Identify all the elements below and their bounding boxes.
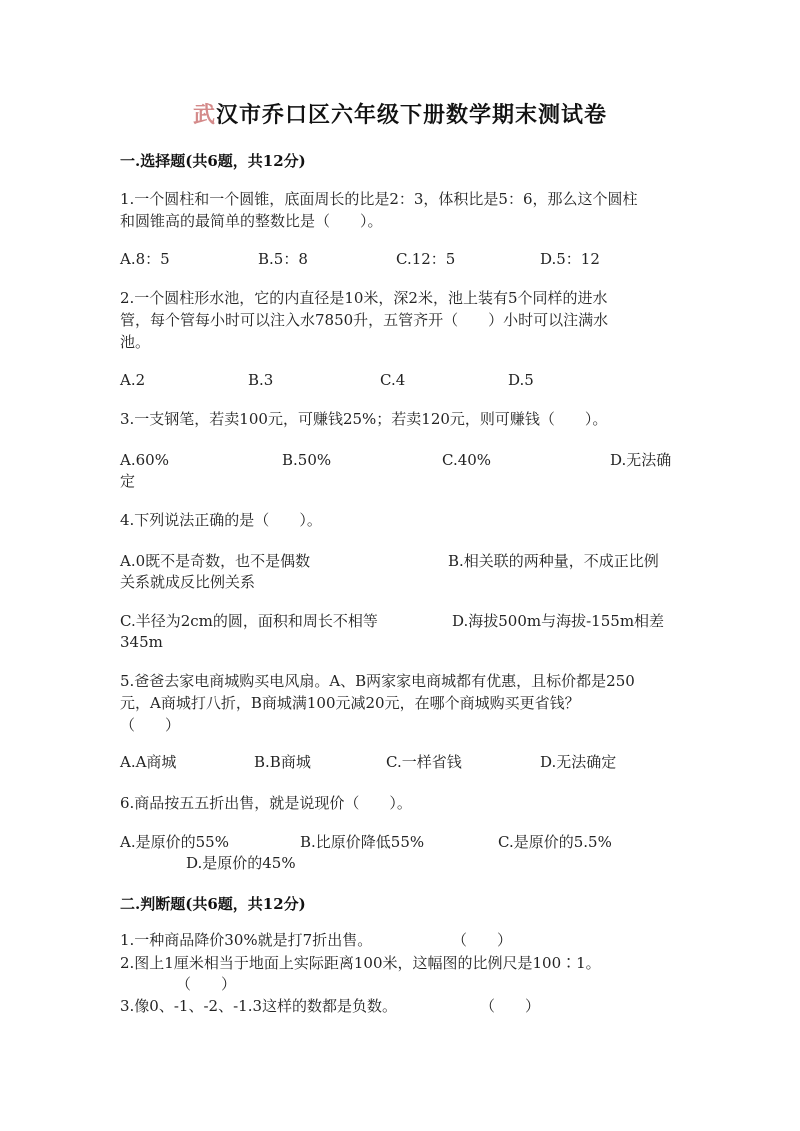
q4-option-b-continued: 关系就成反比例关系: [120, 573, 256, 591]
question-1-line-1: 1.一个圆柱和一个圆锥，底面周长的比是2：3，体积比是5：6，那么这个圆柱: [120, 190, 638, 208]
q2-option-d: D.5: [508, 371, 534, 389]
q5-option-c: C.一样省钱: [386, 753, 462, 771]
question-2-line-3: 池。: [120, 333, 151, 351]
q3-option-d-continued: 定: [120, 472, 136, 490]
q6-option-c: C.是原价的5.5%: [498, 833, 612, 851]
q4-option-a: A.0既不是奇数，也不是偶数: [120, 552, 311, 570]
question-2-line-2: 管，每个管每小时可以注入水7850升，五管齐开（ ）小时可以注满水: [120, 311, 609, 329]
question-5-line-1: 5.爸爸去家电商城购买电风扇。A、B两家家电商城都有优惠，且标价都是250: [120, 672, 635, 690]
question-1: [120, 188, 680, 232]
q5-option-d: D.无法确定: [540, 753, 617, 771]
q3-option-b: B.50%: [282, 451, 332, 469]
judge-3-text: 3.像0、-1、-2、-1.3这样的数都是负数。: [120, 997, 398, 1015]
title-first-char: 武: [192, 102, 216, 128]
judge-2-text: 2.图上1厘米相当于地面上实际距离100米，这幅图的比例尺是100∶1。: [120, 954, 601, 972]
q4-option-b: B.相关联的两种量，不成正比例: [448, 552, 659, 570]
question-5-line-2: 元，A商城打八折，B商城满100元减20元，在哪个商城购买更省钱？: [120, 694, 580, 712]
q2-option-c: C.4: [380, 371, 406, 389]
judge-1-text: 1.一种商品降价30%就是打7折出售。: [120, 931, 373, 949]
q6-option-a: A.是原价的55%: [120, 833, 229, 851]
q4-option-c: C.半径为2cm的圆，面积和周长不相等: [120, 612, 378, 630]
q4-option-d: D.海拔500m与海拔-155m相差: [452, 612, 665, 630]
judge-2-blank: （ ）: [176, 975, 237, 993]
q1-option-c: C.12：5: [396, 250, 456, 268]
q3-option-a: A.60%: [120, 451, 169, 469]
judge-1-blank: （ ）: [452, 931, 513, 949]
question-6-line-1: 6.商品按五五折出售，就是说现价（ ）。: [120, 794, 412, 812]
question-6: [120, 792, 680, 814]
q1-option-d: D.5：12: [540, 250, 600, 268]
question-5-line-3: （ ）: [120, 716, 181, 734]
q3-option-c: C.40%: [442, 451, 492, 469]
judge-3-blank: （ ）: [480, 997, 541, 1015]
q5-option-b: B.B商城: [254, 753, 311, 771]
q4-option-d-continued: 345m: [120, 633, 163, 651]
q5-option-a: A.A商城: [120, 753, 177, 771]
question-1-line-2: 和圆锥高的最简单的整数比是（ ）。: [120, 212, 383, 230]
question-3: [120, 408, 680, 430]
q3-option-d: D.无法确: [610, 451, 672, 469]
section-heading-judge: 二.判断题(共6题，共12分): [120, 895, 306, 913]
page-title: [0, 98, 800, 129]
title-rest: 汉市乔口区六年级下册数学期末测试卷: [216, 102, 608, 128]
q2-option-b: B.3: [248, 371, 274, 389]
question-4-line-1: 4.下列说法正确的是（ ）。: [120, 511, 322, 529]
question-3-line-1: 3.一支钢笔，若卖100元，可赚钱25%；若卖120元，则可赚钱（ ）。: [120, 410, 608, 428]
question-2: [120, 287, 680, 353]
q1-option-b: B.5：8: [258, 250, 308, 268]
q2-option-a: A.2: [120, 371, 146, 389]
q6-option-d: D.是原价的45%: [186, 854, 296, 872]
section-heading-choice: 一.选择题(共6题，共12分): [120, 152, 306, 170]
q6-option-b: B.比原价降低55%: [300, 833, 425, 851]
question-4: [120, 509, 680, 531]
q1-option-a: A.8：5: [120, 250, 170, 268]
question-5: [120, 670, 680, 736]
question-2-line-1: 2.一个圆柱形水池，它的内直径是10米，深2米，池上装有5个同样的进水: [120, 289, 608, 307]
